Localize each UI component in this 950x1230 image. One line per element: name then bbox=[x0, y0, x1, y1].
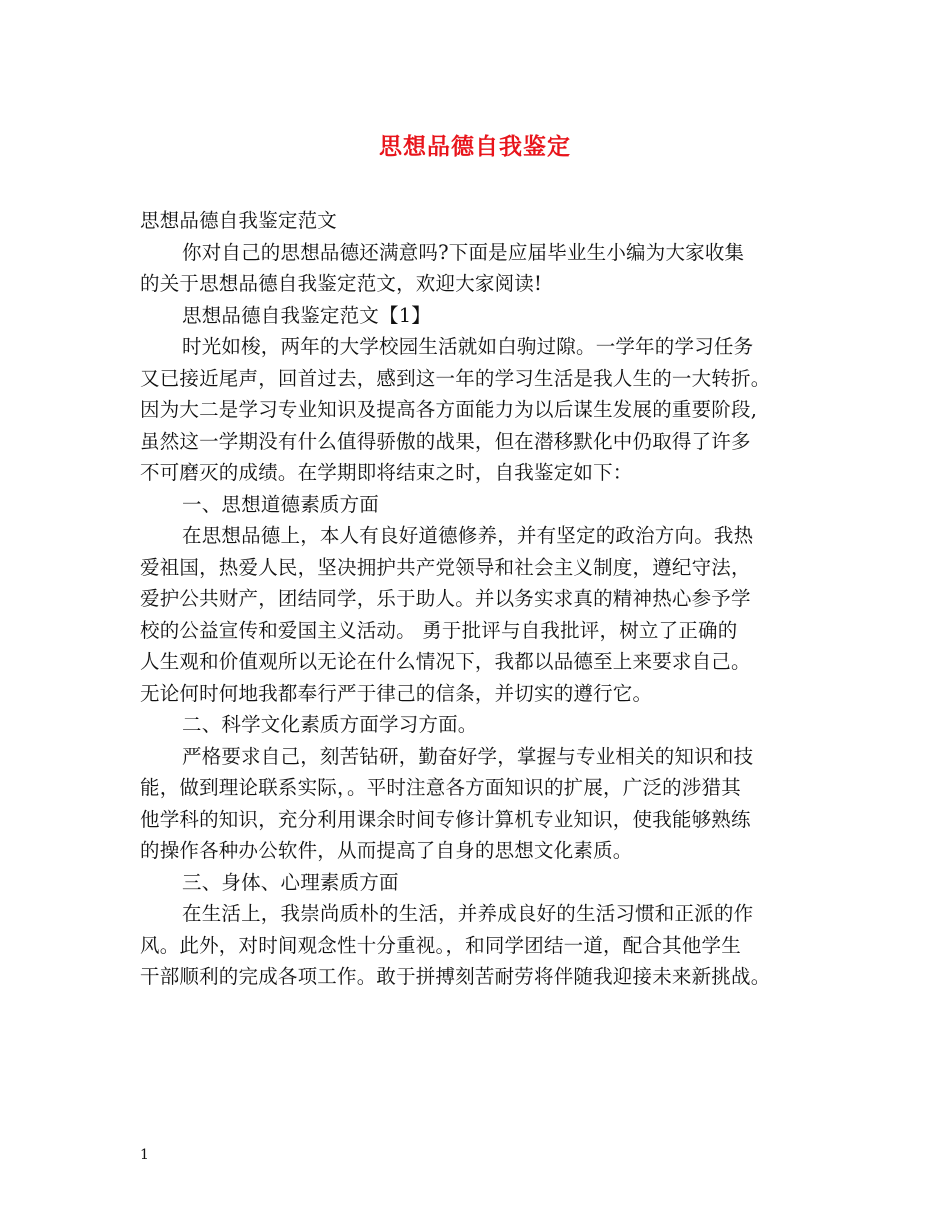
text-line: 风。此外，对时间观念性十分重视。，和同学团结一道，配合其他学生 bbox=[140, 933, 741, 957]
text-line: 无论何时何地我都奉行严于律己的信条，并切实的遵行它。 bbox=[140, 681, 653, 705]
text-line: 在生活上，我崇尚质朴的生活，并养成良好的生活习惯和正派的作 bbox=[182, 902, 754, 925]
text-line: 他学科的知识，充分利用课余时间专修计算机专业知识，使我能够熟练 bbox=[140, 807, 751, 831]
text-line: 校的公益宣传和爱国主义活动。 勇于批评与自我批评，树立了正确的 bbox=[140, 618, 738, 642]
text-line: 在思想品德上，本人有良好道德修养，并有坚定的政治方向。我热 bbox=[182, 524, 754, 547]
text-line: 爱祖国，热爱人民，坚决拥护共产党领导和社会主义制度，遵纪守法， bbox=[140, 555, 751, 579]
text-line: 人生观和价值观所以无论在什么情况下，我都以品德至上来要求自己。 bbox=[140, 650, 751, 673]
text-line: 你对自己的思想品德还满意吗?下面是应届毕业生小编为大家收集 bbox=[182, 240, 745, 264]
text-line: 爱护公共财产，团结同学，乐于助人。并以务实求真的精神热心参予学 bbox=[140, 587, 751, 610]
page-number: 1 bbox=[140, 1147, 149, 1163]
text-line: 思想品德自我鉴定范文【1】 bbox=[182, 303, 432, 327]
text-line: 时光如梭，两年的大学校园生活就如白驹过隙。一学年的学习任务 bbox=[182, 335, 754, 358]
text-line: 严格要求自己，刻苦钻研，勤奋好学，掌握与专业相关的知识和技 bbox=[182, 744, 754, 768]
text-line: 不可磨灭的成绩。在学期即将结束之时，自我鉴定如下： bbox=[140, 461, 633, 484]
text-line: 虽然这一学期没有什么值得骄傲的战果，但在潜移默化中仍取得了许多 bbox=[140, 429, 751, 453]
text-line: 能，做到理论联系实际，。平时注意各方面知识的扩展，广泛的涉猎其 bbox=[140, 776, 741, 799]
text-line: 三、身体、心理素质方面 bbox=[182, 870, 399, 894]
text-line: 因为大二是学习专业知识及提高各方面能力为以后谋生发展的重要阶段, bbox=[140, 398, 758, 421]
text-line: 的操作各种办公软件，从而提高了自身的思想文化素质。 bbox=[140, 839, 633, 862]
text-line: 干部顺利的完成各项工作。敢于拼搏刻苦耐劳将伴随我迎接未来新挑战。 bbox=[140, 965, 771, 988]
document-title: 思想品德自我鉴定 bbox=[379, 133, 571, 160]
text-line: 一、思想道德素质方面 bbox=[182, 492, 380, 516]
text-line: 二、科学文化素质方面学习方面。 bbox=[182, 713, 478, 736]
text-line: 的关于思想品德自我鉴定范文，欢迎大家阅读! bbox=[140, 272, 543, 295]
document-body bbox=[140, 205, 830, 993]
text-line: 思想品德自我鉴定范文 bbox=[140, 209, 338, 232]
text-line: 又已接近尾声，回首过去，感到这一年的学习生活是我人生的一大转折。 bbox=[140, 366, 771, 390]
